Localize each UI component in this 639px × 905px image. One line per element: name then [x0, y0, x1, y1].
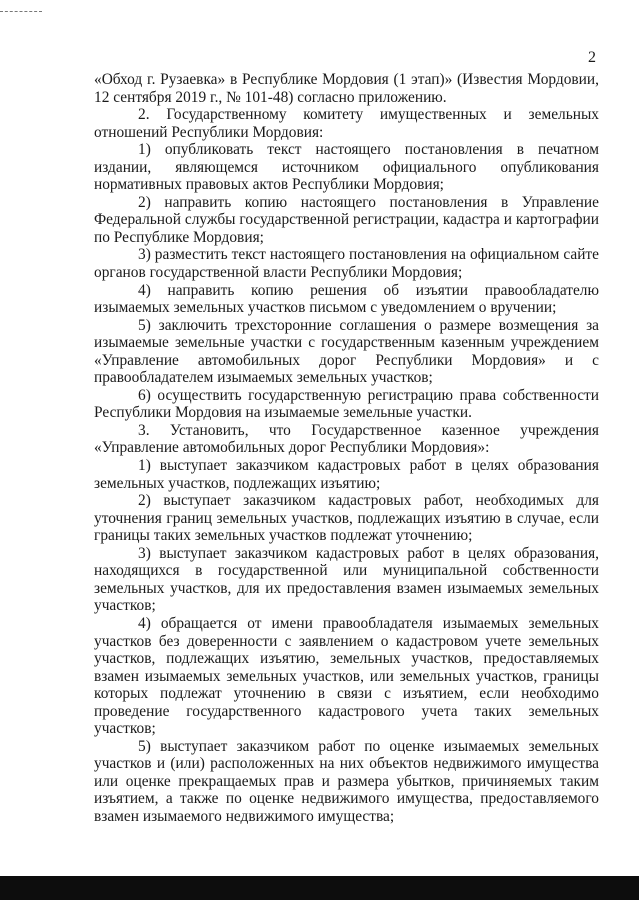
paragraph: «Обход г. Рузаевка» в Республике Мордовия (1 этап)» (Известия Мордовии, 12 сентября 2019 г., № 101-48) согласно приложению.: [94, 71, 599, 106]
list-item: 3) разместить текст настоящего постановления на официальном сайте органов государственной власти Республики Мордовия;: [94, 246, 599, 282]
list-item: 6) осуществить государственную регистрацию права собственности Республики Мордовия на изымаемые земельные участки.: [94, 386, 599, 422]
list-item: 1) выступает заказчиком кадастровых работ в целях образования земельных участков, подлежащих изъятию;: [94, 457, 599, 492]
page-number: 2: [588, 49, 596, 66]
list-item: 1) опубликовать текст настоящего постановления в печатном издании, являющемся источником официального опубликования нормативных правовых актов Республики Мордовия;: [94, 141, 599, 194]
paragraph: 2. Государственному комитету имущественных и земельных отношений Республики Мордовия:: [94, 106, 599, 141]
list-item: 5) выступает заказчиком работ по оценке изымаемых земельных участков и (или) расположенных на них объектов недвижимого имущества или оценке прекращаемых прав и размера убытков, причиняемых таким изъятием, а также по оценке недвижимого имущества, предоставляемого взамен изымаемого недвижимого имущества;: [94, 737, 599, 825]
list-item: 5) заключить трехсторонние соглашения о размере возмещения за изымаемые земельные участки с государственным казенным учреждением «Управление автомобильных дорог Республики Мордовия» и с правообладателем изымаемых земельных участков;: [94, 316, 599, 387]
list-item: 4) обращается от имени правообладателя изымаемых земельных участков без доверенности с заявлением о кадастровом учете земельных участков, подлежащих изъятию, земельных участков, предоставляемых взамен изымаемых земельных участков, или земельных участков, границы которых подлежат уточнению в связи с изъятием, если необходимо проведение государственного кадастрового учета таких земельных участков;: [94, 614, 599, 738]
paragraph: 3. Установить, что Государственное казенное учреждения «Управление автомобильных дорог Республики Мордовия»:: [94, 421, 599, 457]
list-item: 2) направить копию настоящего постановления в Управление Федеральной службы государственной регистрации, кадастра и картографии по Республике Мордовия;: [94, 193, 599, 246]
list-item: 4) направить копию решения об изъятии правообладателю изымаемых земельных участков письмом с уведомлением о вручении;: [94, 281, 599, 317]
document-body: [94, 71, 599, 826]
list-item: 2) выступает заказчиком кадастровых работ, необходимых для уточнения границ земельных участков, подлежащих изъятию в случае, если границы таких земельных участков подлежат уточнению;: [94, 492, 599, 545]
scan-bottom-bar: [0, 876, 639, 900]
list-item: 3) выступает заказчиком кадастровых работ в целях образования, находящихся в государственной или муниципальной собственности земельных участков, для их предоставления взамен изымаемых земельных участков;: [94, 544, 599, 615]
scan-edge-line: [0, 11, 42, 12]
